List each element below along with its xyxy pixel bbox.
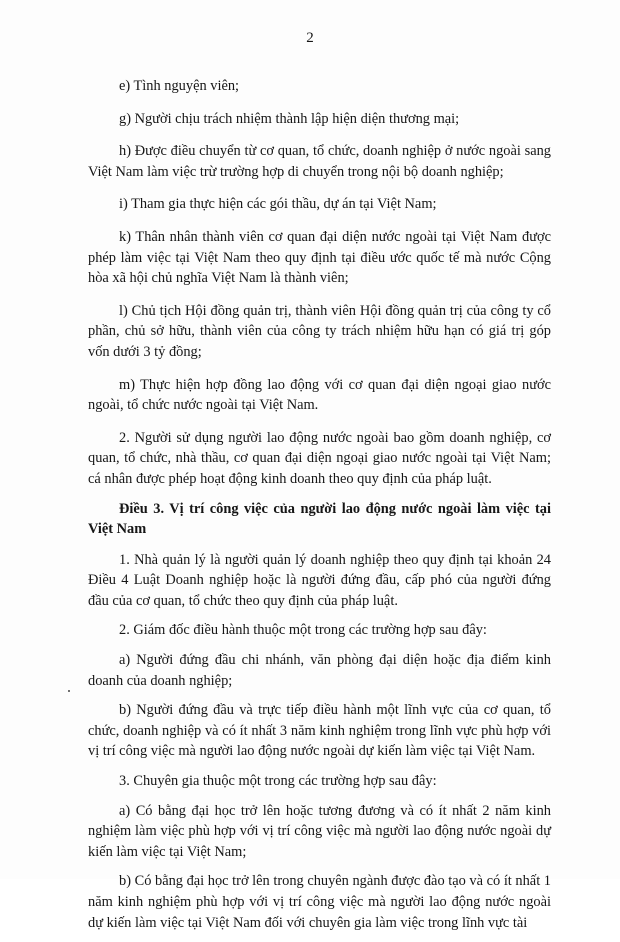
clause-h-transferred: h) Được điều chuyển từ cơ quan, tổ chức, doanh nghiệp ở nước ngoài sang Việt Nam làm việc trừ trường hợp di chuyển trong nội bộ doanh nghiệp; bbox=[88, 143, 551, 180]
item-2-executive-director: 2. Giám đốc điều hành thuộc một trong các trường hợp sau đây: bbox=[119, 622, 487, 639]
clause-g-commercial-presence: g) Người chịu trách nhiệm thành lập hiện diện thương mại; bbox=[119, 110, 460, 127]
item-1-manager: 1. Nhà quản lý là người quản lý doanh nghiệp theo quy định tại khoản 24 Điều 4 Luật Doanh nghiệp hoặc là người đứng đầu, cấp phó của người đứng đầu của cơ quan, tổ chức theo quy định của pháp luật. bbox=[88, 551, 551, 609]
clause-k-relatives: k) Thân nhân thành viên cơ quan đại diện nước ngoài tại Việt Nam được phép làm việc tại Việt Nam theo quy định tại điều ước quốc tế mà nước Cộng hòa xã hội chủ nghĩa Việt Nam là thành viên; bbox=[88, 228, 551, 287]
item-3b-degree-one-year: b) Có bằng đại học trở lên trong chuyên ngành được đào tạo và có ít nhất 1 năm kinh nghiệm phù hợp với vị trí công việc mà người lao động nước ngoài dự kiến làm việc tại Việt Nam đối với chuyên gia làm việc trong lĩnh vực tài bbox=[88, 873, 551, 931]
item-3a-degree-two-years: a) Có bằng đại học trở lên hoặc tương đương và có ít nhất 2 năm kinh nghiệm làm việc phù hợp với vị trí công việc mà người lao động nước ngoài dự kiến làm việc tại Việt Nam; bbox=[88, 802, 551, 860]
clause-l-board-chairman: l) Chủ tịch Hội đồng quản trị, thành viên Hội đồng quản trị của công ty cổ phần, chủ sở hữu, thành viên của công ty trách nhiệm hữu hạn có giá trị góp vốn dưới 3 tỷ đồng; bbox=[88, 302, 551, 360]
item-2a-branch-head: a) Người đứng đầu chi nhánh, văn phòng đại diện hoặc địa điểm kinh doanh của doanh nghiệp; bbox=[88, 652, 551, 689]
item-2-employers: 2. Người sử dụng người lao động nước ngoài bao gồm doanh nghiệp, cơ quan, tổ chức, nhà thầu, cơ quan đại diện ngoại giao nước ngoài tại Việt Nam; cá nhân được phép hoạt động kinh doanh theo quy định của pháp luật. bbox=[88, 429, 551, 487]
clause-i-bidding-packages: i) Tham gia thực hiện các gói thầu, dự án tại Việt Nam; bbox=[119, 196, 437, 213]
item-2b-field-head: b) Người đứng đầu và trực tiếp điều hành một lĩnh vực của cơ quan, tổ chức, doanh nghiệp và có ít nhất 3 năm kinh nghiệm trong lĩnh vực phù hợp với vị trí công việc mà người lao động nước ngoài dự kiến làm việc tại Việt Nam. bbox=[88, 702, 551, 760]
scan-mark bbox=[68, 690, 70, 692]
document-body bbox=[88, 76, 551, 942]
page-number: 2 bbox=[306, 30, 314, 46]
clause-e-volunteer: e) Tình nguyện viên; bbox=[119, 78, 240, 94]
clause-m-labor-contract: m) Thực hiện hợp đồng lao động với cơ quan đại diện ngoại giao nước ngoài, tổ chức nước ngoài tại Việt Nam. bbox=[88, 376, 551, 414]
item-3-expert: 3. Chuyên gia thuộc một trong các trường hợp sau đây: bbox=[119, 773, 437, 790]
article-3-heading: Điều 3. Vị trí công việc của người lao động nước ngoài làm việc tại Việt Nam bbox=[88, 500, 551, 538]
